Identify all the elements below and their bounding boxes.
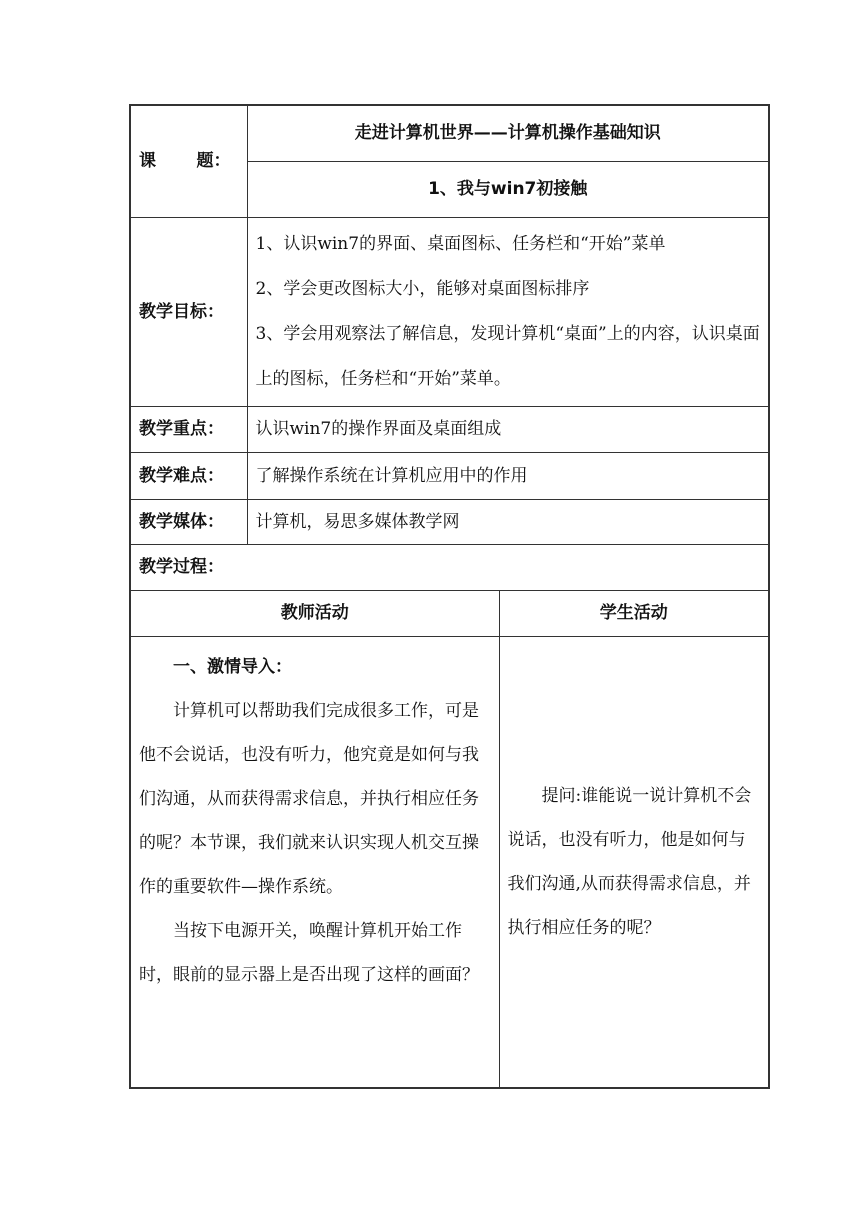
topic-subtitle: 1、我与win7初接触 bbox=[247, 161, 769, 217]
key-points-row bbox=[130, 406, 769, 452]
student-paragraph: 提问:谁能说一说计算机不会说话，也没有听力，他是如何与我们沟通,从而获得需求信息，并执行相应任务的呢？ bbox=[507, 785, 752, 938]
teacher-activity bbox=[130, 636, 499, 1088]
key-points-label: 教学重点： bbox=[130, 406, 247, 452]
goal-item: 1、认识win7的界面、桌面图标、任务栏和“开始”菜单 bbox=[255, 233, 666, 254]
media-label: 教学媒体： bbox=[130, 499, 247, 544]
goals-label: 教学目标： bbox=[130, 217, 247, 406]
topic-row bbox=[130, 105, 769, 161]
process-row bbox=[130, 544, 769, 590]
student-activity bbox=[499, 636, 769, 1088]
difficulties-value: 了解操作系统在计算机应用中的作用 bbox=[247, 452, 769, 499]
teacher-paragraph: 计算机可以帮助我们完成很多工作，可是他不会说话，也没有听力，他究竟是如何与我们沟通，从而获得需求信息，并执行相应任务的呢？本节课，我们就来认识实现人机交互操作的重要软件—操作系统。 bbox=[139, 700, 479, 897]
teacher-column-header: 教师活动 bbox=[130, 590, 499, 636]
student-column-header: 学生活动 bbox=[499, 590, 769, 636]
goals-content bbox=[247, 217, 769, 406]
media-row bbox=[130, 499, 769, 544]
difficulties-label: 教学难点： bbox=[130, 452, 247, 499]
media-value: 计算机，易思多媒体教学网 bbox=[247, 499, 769, 544]
goal-item: 2、学会更改图标大小，能够对桌面图标排序 bbox=[255, 278, 590, 299]
lesson-plan-table bbox=[129, 104, 770, 1089]
activity-row bbox=[130, 636, 769, 1088]
key-points-value: 认识win7的操作界面及桌面组成 bbox=[247, 406, 769, 452]
topic-title: 走进计算机世界——计算机操作基础知识 bbox=[247, 105, 769, 161]
goal-item: 3、学会用观察法了解信息，发现计算机“桌面”上的内容，认识桌面上的图标，任务栏和“开始”菜单。 bbox=[255, 323, 760, 389]
teacher-paragraph: 当按下电源开关，唤醒计算机开始工作时，眼前的显示器上是否出现了这样的画面？ bbox=[139, 920, 479, 985]
process-label: 教学过程： bbox=[130, 544, 769, 590]
topic-label-a: 课 bbox=[139, 151, 156, 172]
goals-row bbox=[130, 217, 769, 406]
columns-header-row bbox=[130, 590, 769, 636]
difficulties-row bbox=[130, 452, 769, 499]
topic-label-b: 题： bbox=[196, 151, 231, 172]
topic-label bbox=[130, 105, 247, 217]
teacher-heading: 一、激情导入： bbox=[173, 656, 292, 677]
